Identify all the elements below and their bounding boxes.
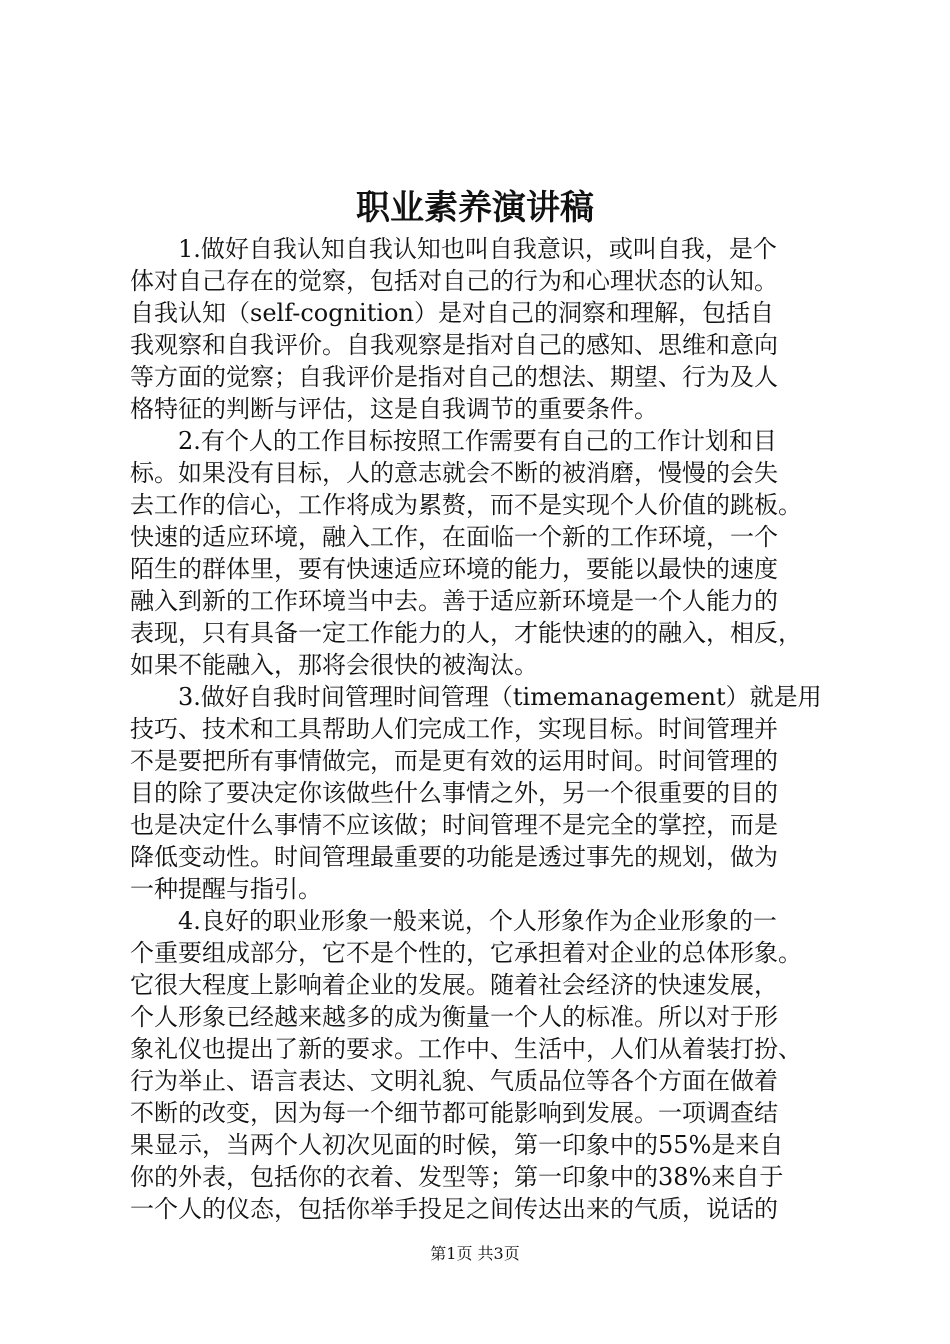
paragraph-2-line-1: 2.有个人的工作目标按照工作需要有自己的工作计划和目 [178, 427, 777, 455]
body-text [130, 233, 830, 1225]
paragraph-4-line-8: 果显示，当两个人初次见面的时候，第一印象中的55%是来自 [130, 1131, 784, 1159]
paragraph-2-line-4: 快速的适应环境，融入工作，在面临一个新的工作环境，一个 [130, 523, 778, 551]
paragraph-4-line-2: 个重要组成部分，它不是个性的，它承担着对企业的总体形象。 [130, 939, 802, 967]
paragraph-2-line-6: 融入到新的工作环境当中去。善于适应新环境是一个人能力的 [130, 587, 778, 615]
paragraph-4-line-6: 行为举止、语言表达、文明礼貌、气质品位等各个方面在做着 [130, 1067, 778, 1095]
paragraph-1-line-3: 自我认知（self-cognition）是对自己的洞察和理解，包括自 [130, 299, 774, 327]
paragraph-2-line-8: 如果不能融入，那将会很快的被淘汰。 [130, 651, 538, 679]
paragraph-3-line-3: 不是要把所有事情做完，而是更有效的运用时间。时间管理的 [130, 747, 778, 775]
paragraph-2-line-5: 陌生的群体里，要有快速适应环境的能力，要能以最快的速度 [130, 555, 778, 583]
paragraph-3-line-5: 也是决定什么事情不应该做；时间管理不是完全的掌控，而是 [130, 811, 778, 839]
paragraph-4-line-3: 它很大程度上影响着企业的发展。随着社会经济的快速发展， [130, 971, 778, 999]
paragraph-3-line-7: 一种提醒与指引。 [130, 875, 322, 903]
paragraph-3-line-2: 技巧、技术和工具帮助人们完成工作，实现目标。时间管理并 [130, 715, 778, 743]
paragraph-4-line-5: 象礼仪也提出了新的要求。工作中、生活中，人们从着装打扮、 [130, 1035, 802, 1063]
page-title: 职业素养演讲稿 [356, 188, 594, 228]
paragraph-4-line-9: 你的外表，包括你的衣着、发型等；第一印象中的38%来自于 [130, 1163, 784, 1191]
paragraph-4-line-7: 不断的改变，因为每一个细节都可能影响到发展。一项调查结 [130, 1099, 778, 1127]
page-footer: 第1页 共3页 [430, 1244, 520, 1263]
paragraph-1-line-5: 等方面的觉察；自我评价是指对自己的想法、期望、行为及人 [130, 363, 778, 391]
paragraph-4-line-4: 个人形象已经越来越多的成为衡量一个人的标准。所以对于形 [130, 1003, 778, 1031]
paragraph-2-line-7: 表现，只有具备一定工作能力的人，才能快速的的融入，相反， [130, 619, 802, 647]
paragraph-3-line-4: 目的除了要决定你该做些什么事情之外，另一个很重要的目的 [130, 779, 778, 807]
paragraph-4-line-10: 一个人的仪态，包括你举手投足之间传达出来的气质，说话的 [130, 1195, 778, 1223]
paragraph-1-line-4: 我观察和自我评价。自我观察是指对自己的感知、思维和意向 [130, 331, 778, 359]
paragraph-1-line-6: 格特征的判断与评估，这是自我调节的重要条件。 [130, 395, 658, 423]
paragraph-2-line-2: 标。如果没有目标，人的意志就会不断的被消磨，慢慢的会失 [130, 459, 778, 487]
paragraph-3-line-1: 3.做好自我时间管理时间管理（timemanagement）就是用 [178, 683, 822, 711]
paragraph-1-line-1: 1.做好自我认知自我认知也叫自我意识，或叫自我，是个 [178, 235, 777, 263]
paragraph-3-line-6: 降低变动性。时间管理最重要的功能是透过事先的规划，做为 [130, 843, 778, 871]
paragraph-2-line-3: 去工作的信心，工作将成为累赘，而不是实现个人价值的跳板。 [130, 491, 802, 519]
paragraph-4-line-1: 4.良好的职业形象一般来说，个人形象作为企业形象的一 [178, 907, 777, 935]
paragraph-1-line-2: 体对自己存在的觉察，包括对自己的行为和心理状态的认知。 [130, 267, 778, 295]
